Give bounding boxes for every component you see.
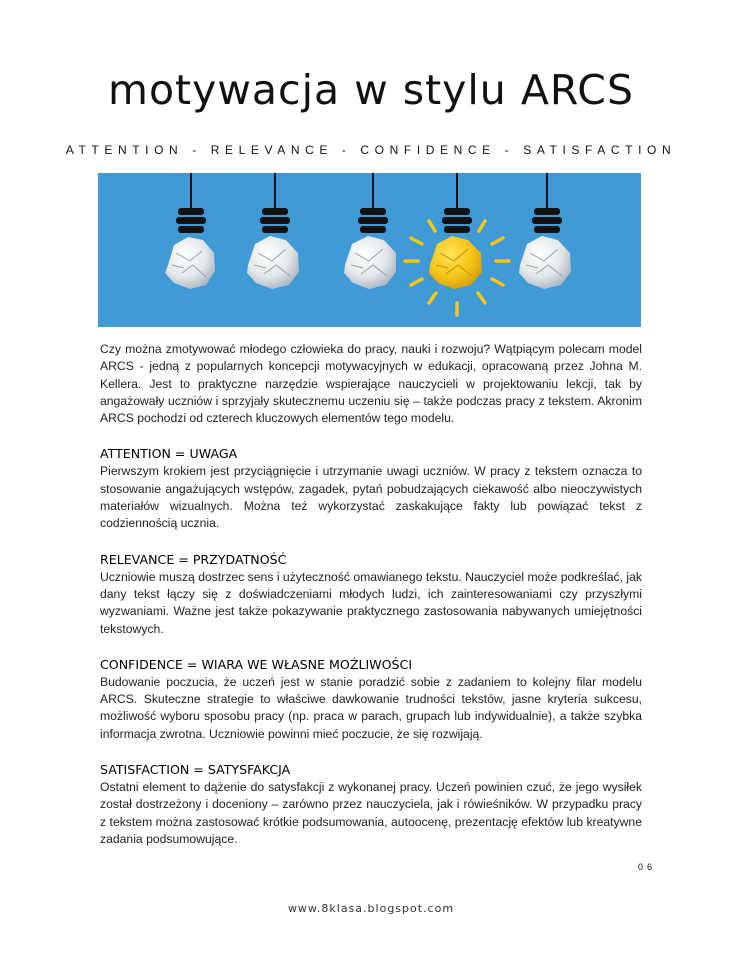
section-relevance [100, 551, 642, 638]
intro-paragraph: Czy można zmotywować młodego człowieka do pracy, nauki i rozwoju? Wątpiącym polecam model ARCS - jedną z popularnych koncepcji motywacyjnych w edukacji, opracowaną przez Johna M. Kellera. Jest to praktyczne narzędzie wspierające nauczycieli w projektowaniu lekcji, tak by angażowały uczniów i sprzyjały skutecznemu uczeniu się – także podczas pracy z tekstem. Akronim ARCS pochodzi od czterech kluczowych elementów tego modelu. [100, 342, 642, 426]
article-content [100, 341, 642, 848]
page-number: 06 [638, 862, 657, 872]
page-subtitle: ATTENTION - RELEVANCE - CONFIDENCE - SATISFACTION [65, 143, 677, 157]
section-attention [100, 445, 642, 532]
section-satisfaction [100, 761, 642, 848]
section-heading: RELEVANCE = PRZYDATNOŚĆ [100, 551, 287, 567]
section-body: Ostatni element to dążenie do satysfakcji z wykonanej pracy. Uczeń powinien czuć, że jego wysiłek został dostrzeżony i doceniony – zarówno przez nauczyciela, jak i rówieśników. W przypadku pracy z tekstem można zastosować krótkie podsumowania, autoocenę, prezentację efektów lub kreatywne zadania podsumowujące. [100, 780, 642, 846]
section-body: Budowanie poczucia, że uczeń jest w stanie poradzić sobie z zadaniem to kolejny filar modelu ARCS. Skuteczne strategie to właściwe dawkowanie trudności tekstów, jasne kryteria sukcesu, możliwość wyboru sposobu pracy (np. praca w parach, grupach lub indywidualnie), a także szybka informacja zwrotna. Uczniowie powinni mieć poczucie, że się rozwijają. [100, 674, 642, 741]
section-heading: ATTENTION = UWAGA [100, 446, 238, 462]
light-bulbs-illustration [98, 173, 641, 327]
page-title: motywacja w stylu ARCS [108, 66, 634, 114]
section-heading: CONFIDENCE = WIARA WE WŁASNE MOŻLIWOŚCI [100, 656, 413, 672]
hero-image [98, 173, 641, 327]
section-heading: SATISFACTION = SATYSFAKCJA [100, 762, 291, 778]
footer-url[interactable]: www.8klasa.blogspot.com [287, 902, 455, 915]
section-body: Uczniowie muszą dostrzec sens i użyteczność omawianego tekstu. Nauczyciel może podkreślać, jak dany tekst łączy się z doświadczeniami młodych ludzi, ich zainteresowaniami czy przyszłymi wyzwaniami. Ważne jest także pokazywanie praktycznego zastosowania nabywanych umiejętności tekstowych. [100, 569, 642, 636]
section-confidence [100, 656, 642, 743]
section-body: Pierwszym krokiem jest przyciągnięcie i utrzymanie uwagi uczniów. W pracy z tekstem oznacza to stosowanie angażujących wstępów, zagadek, pytań pobudzających ciekawość albo nieoczywistych materiałów wizualnych. Można też wykorzystać zaskakujące fakty lub powiązać tekst z codziennością ucznia. [100, 464, 642, 531]
